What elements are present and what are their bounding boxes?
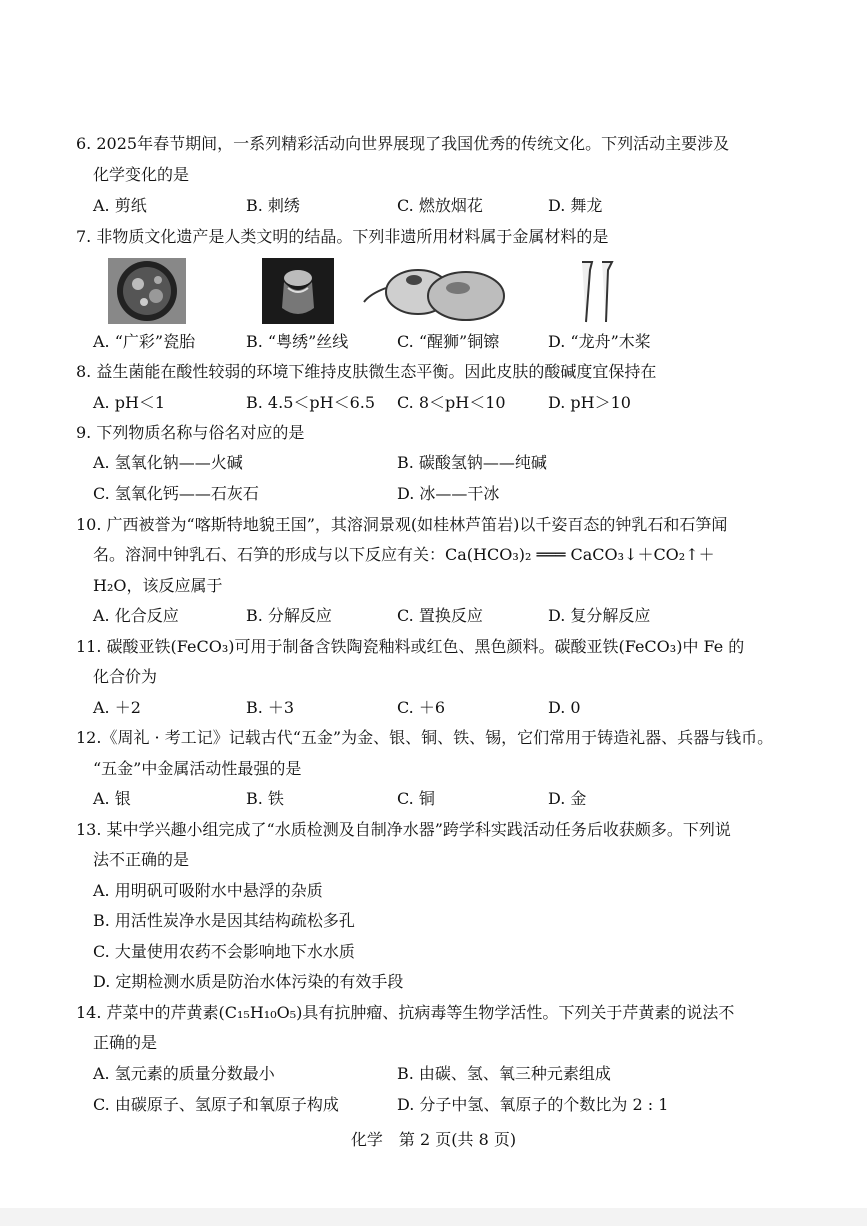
q7-option-a: A. “广彩”瓷胎 <box>93 332 196 351</box>
q8-option-a: A. pH＜1 <box>93 393 166 412</box>
q6-option-a: A. 剪纸 <box>93 196 147 215</box>
q6-stem-line2: 化学变化的是 <box>93 165 190 184</box>
q10-stem-line2: 名。溶洞中钟乳石、石笋的形成与以下反应有关：Ca(HCO₃)₂ ═══ CaCO₃↓＋CO₂↑＋ <box>93 545 715 564</box>
q9-option-d: D. 冰——干冰 <box>397 484 500 503</box>
q14-option-d: D. 分子中氢、氧原子的个数比为 2 : 1 <box>397 1095 669 1114</box>
q14-option-a: A. 氢元素的质量分数最小 <box>93 1064 275 1083</box>
q12-stem-line1: 12.《周礼 · 考工记》记载古代“五金”为金、银、铜、铁、锡，它们常用于铸造礼器、兵器与钱币。 <box>76 728 774 747</box>
scan-bottom-edge <box>0 1208 867 1226</box>
q13-option-d: D. 定期检测水质是防治水体污染的有效手段 <box>93 972 404 991</box>
q6-option-b: B. 刺绣 <box>246 196 300 215</box>
q11-option-c: C. ＋6 <box>397 698 446 717</box>
q11-stem-line2: 化合价为 <box>93 667 158 686</box>
q10-option-d: D. 复分解反应 <box>548 606 651 625</box>
q12-option-d: D. 金 <box>548 789 587 808</box>
q7-option-b: B. “粤绣”丝线 <box>246 332 349 351</box>
q8-option-b: B. 4.5＜pH＜6.5 <box>246 393 376 412</box>
q11-stem-line1: 11. 碳酸亚铁(FeCO₃)可用于制备含铁陶瓷釉料或红色、黑色颜料。碳酸亚铁(FeCO₃)中 Fe 的 <box>76 637 745 656</box>
q11-option-a: A. ＋2 <box>93 698 141 717</box>
q10-option-b: B. 分解反应 <box>246 606 332 625</box>
q14-stem-line2: 正确的是 <box>93 1033 158 1052</box>
q13-option-a: A. 用明矾可吸附水中悬浮的杂质 <box>93 881 323 900</box>
q13-stem-line2: 法不正确的是 <box>93 850 190 869</box>
porcelain-plate-image <box>108 258 186 324</box>
q8-option-d: D. pH＞10 <box>548 393 631 412</box>
q9-stem-line1: 9. 下列物质名称与俗名对应的是 <box>76 423 305 442</box>
q10-stem-line3: H₂O，该反应属于 <box>93 576 223 595</box>
q7-option-c: C. “醒狮”铜镲 <box>397 332 500 351</box>
q11-option-b: B. ＋3 <box>246 698 295 717</box>
q13-option-c: C. 大量使用农药不会影响地下水水质 <box>93 942 355 961</box>
q8-option-c: C. 8＜pH＜10 <box>397 393 506 412</box>
q12-stem-line2: “五金”中金属活动性最强的是 <box>93 759 302 778</box>
q6-stem-line1: 6. 2025年春节期间，一系列精彩活动向世界展现了我国优秀的传统文化。下列活动主要涉及 <box>76 134 730 153</box>
q10-option-a: A. 化合反应 <box>93 606 179 625</box>
q6-option-d: D. 舞龙 <box>548 196 603 215</box>
q12-option-b: B. 铁 <box>246 789 284 808</box>
q10-stem-line1: 10. 广西被誉为“喀斯特地貌王国”，其溶洞景观(如桂林芦笛岩)以千姿百态的钟乳石和石笋闻 <box>76 515 728 534</box>
q11-option-d: D. 0 <box>548 698 581 717</box>
q7-option-d: D. “龙舟”木桨 <box>548 332 651 351</box>
q14-option-b: B. 由碳、氢、氧三种元素组成 <box>397 1064 611 1083</box>
page-footer: 化学 第 2 页(共 8 页) <box>350 1130 517 1149</box>
q8-stem-line1: 8. 益生菌能在酸性较弱的环境下维持皮肤微生态平衡。因此皮肤的酸碱度宜保持在 <box>76 362 657 381</box>
wooden-oars-image <box>580 260 614 324</box>
q14-option-c: C. 由碳原子、氢原子和氧原子构成 <box>93 1095 339 1114</box>
q7-stem-line1: 7. 非物质文化遗产是人类文明的结晶。下列非遗所用材料属于金属材料的是 <box>76 227 609 246</box>
bronze-cymbals-image <box>362 258 510 324</box>
q13-stem-line1: 13. 某中学兴趣小组完成了“水质检测及自制净水器”跨学科实践活动任务后收获颇多。下列说 <box>76 820 731 839</box>
q13-option-b: B. 用活性炭净水是因其结构疏松多孔 <box>93 911 355 930</box>
q10-option-c: C. 置换反应 <box>397 606 483 625</box>
q12-option-a: A. 银 <box>93 789 131 808</box>
silk-thread-image <box>262 258 334 324</box>
q9-option-c: C. 氢氧化钙——石灰石 <box>93 484 259 503</box>
q14-stem-line1: 14. 芹菜中的芹黄素(C₁₅H₁₀O₅)具有抗肿瘤、抗病毒等生物学活性。下列关于芹黄素的说法不 <box>76 1003 735 1022</box>
q9-option-b: B. 碳酸氢钠——纯碱 <box>397 453 547 472</box>
q12-option-c: C. 铜 <box>397 789 435 808</box>
q9-option-a: A. 氢氧化钠——火碱 <box>93 453 243 472</box>
q6-option-c: C. 燃放烟花 <box>397 196 483 215</box>
